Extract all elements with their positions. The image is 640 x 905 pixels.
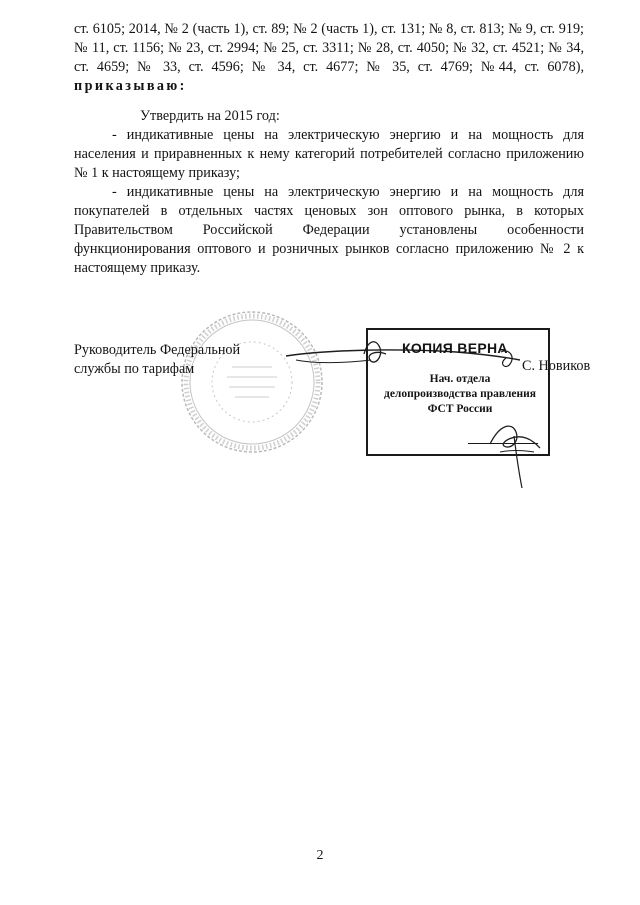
copy-stamp-line-3: ФСТ России: [427, 403, 493, 415]
item-2: - индикативные цены на электрическую энергию и на мощность для покупателей в отдельных частях ценовых зон оптового рынка, в которых Правительством Российской Федерации установлены особенности функционирования оптового и розничных рынков согласно приложению № 2 к настоящему приказу.: [74, 184, 584, 276]
signatory-name: С. Новиков: [522, 358, 591, 374]
legal-references: ст. 6105; 2014, № 2 (часть 1), ст. 89; № 2 (часть 1), ст. 131; № 8, ст. 813; № 9, ст. 919; № 11, ст. 1156; № 23, ст. 2994; № 25, ст. 3311; № 28, ст. 4050; № 32, ст. 4521; № 34, ст. 4659; № 33, ст. 4596; № 34, ст. 4677; № 35, ст. 4769; №44, ст. 6078),: [74, 21, 584, 75]
copy-stamp-text: [368, 372, 552, 417]
item-1: - индикативные цены на электрическую энергию и на мощность для населения и приравненных к нему категорий потребителей согласно приложению № 1 к настоящему приказу;: [74, 127, 584, 181]
order-body: [74, 20, 584, 278]
copy-stamp-header: КОПИЯ ВЕРНА: [402, 340, 508, 356]
copy-stamp-line-2: делопроизводства правления: [384, 388, 536, 400]
approve-line: Утвердить на 2015 год:: [140, 108, 280, 124]
order-word: приказываю:: [74, 78, 187, 94]
copy-stamp-line-1: Нач. отдела: [429, 373, 491, 385]
signatory-title: [74, 341, 240, 379]
signatory-title-line-1: Руководитель Федеральной: [74, 342, 241, 358]
signatory-title-line-2: службы по тарифам: [74, 361, 195, 377]
legal-references-paragraph: [74, 20, 584, 96]
copy-stamp-signature-icon: [470, 412, 550, 492]
page-number: 2: [316, 848, 324, 863]
